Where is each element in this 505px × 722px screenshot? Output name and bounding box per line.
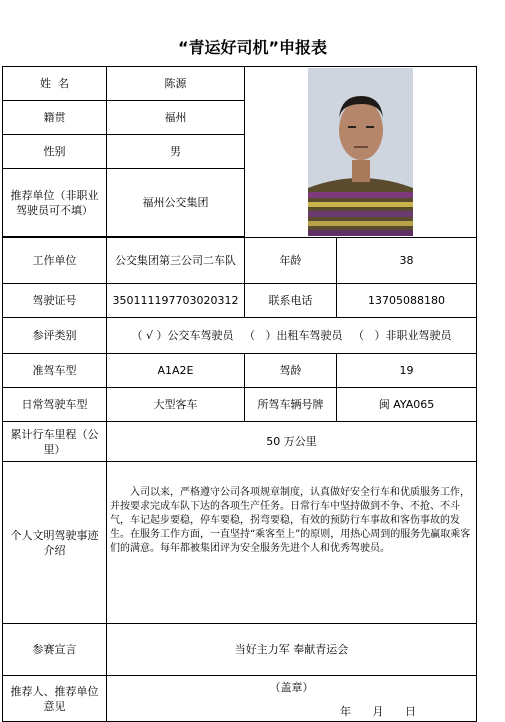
recommender-opinion-cell: [107, 676, 477, 722]
date-month: 月: [372, 705, 384, 718]
seal-text: （盖章）: [269, 681, 314, 694]
vehicle-type-value: A1A2E: [107, 354, 245, 388]
category-options: （ √ ）公交车驾驶员 （ ）出租车驾驶员 （ ）非职业驾驶员: [107, 318, 477, 354]
mileage-label: 累计行车里程（公里）: [3, 422, 107, 462]
intro-label: 个人文明驾驶事迹介绍: [3, 462, 107, 624]
gender-value: 男: [107, 135, 245, 169]
intro-text: 入司以来，严格遵守公司各项规章制度，认真做好安全行车和优质服务工作，并按要求完成车队下达的各项生产任务。日常行车中坚持做到不争、不抢、不斗气，车记起步要稳，停车要稳，拐弯要稳，有效的预防行车事故和客伤事故的发生。在服务工作方面，一直坚持“乘客至上”的原则，用热心周到的服务先赢取乘客们的满意。每年都被集团评为安全服务先进个人和优秀驾驶员。: [110, 487, 471, 554]
workplace-label: 工作单位: [3, 238, 107, 284]
declaration-label: 参赛宣言: [3, 624, 107, 676]
workplace-value: 公交集团第三公司二车队: [107, 238, 245, 284]
intro-cell: [107, 462, 477, 624]
mileage-value: 50 万公里: [107, 422, 477, 462]
recommender-value: 福州公交集团: [107, 169, 245, 237]
origin-label: 籍贯: [3, 101, 107, 135]
gender-label: 性别: [3, 135, 107, 169]
date-line: [322, 704, 416, 719]
phone-label: 联系电话: [245, 284, 337, 318]
origin-value: 福州: [107, 101, 245, 135]
daily-vehicle-value: 大型客车: [107, 388, 245, 422]
license-no-label: 驾驶证号: [3, 284, 107, 318]
plate-label: 所驾车辆号牌: [245, 388, 337, 422]
application-form-table: [2, 66, 477, 722]
daily-vehicle-label: 日常驾驶车型: [3, 388, 107, 422]
recommender-opinion-label: 推荐人、推荐单位意见: [3, 676, 107, 722]
category-label: 参评类别: [3, 318, 107, 354]
license-no-value: 350111197703020312: [107, 284, 245, 318]
plate-value: 闽 AYA065: [337, 388, 477, 422]
declaration-value: 当好主力军 奉献青运会: [107, 624, 477, 676]
driving-years-value: 19: [337, 354, 477, 388]
name-label: 姓 名: [3, 67, 107, 101]
form-title: “青运好司机”申报表: [177, 38, 328, 57]
vehicle-type-label: 准驾车型: [3, 354, 107, 388]
age-value: 38: [337, 238, 477, 284]
driving-years-label: 驾龄: [245, 354, 337, 388]
name-value: 陈源: [107, 67, 245, 101]
recommender-label: 推荐单位（非职业驾驶员可不填）: [3, 169, 107, 237]
phone-value: 13705088180: [337, 284, 477, 318]
age-label: 年龄: [245, 238, 337, 284]
date-year: 年: [340, 705, 351, 718]
date-day: 日: [405, 705, 416, 718]
photo-cell: [245, 67, 477, 238]
applicant-photo: [308, 68, 413, 236]
